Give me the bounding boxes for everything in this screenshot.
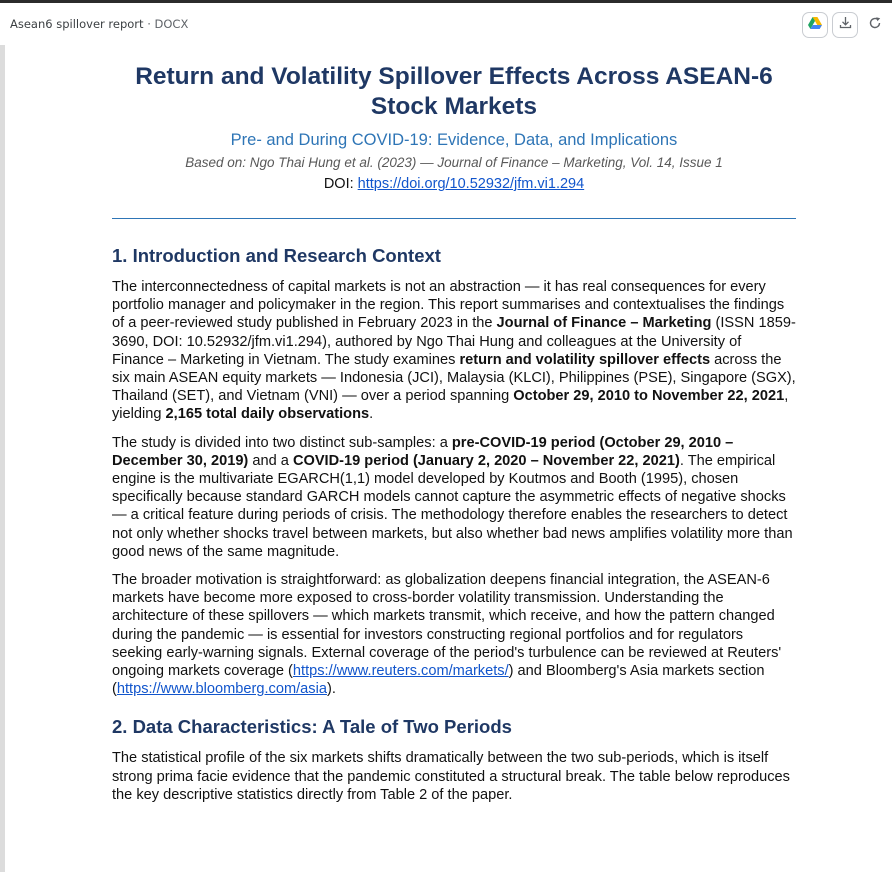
section-2-paragraph-1: The statistical profile of the six markets shifts dramatically between the two sub-periods, which is itself strong prima facie evidence that the pandemic constituted a structural break. The table below reproduces the key descriptive statistics directly from Table 2 of the paper. bbox=[112, 750, 790, 803]
refresh-button[interactable] bbox=[864, 14, 886, 36]
doi-label: DOI: bbox=[323, 176, 358, 192]
bloomberg-link[interactable]: https://www.bloomberg.com/asia bbox=[116, 681, 327, 698]
source-citation: Based on: Ngo Thai Hung et al. (2023) — Journal of Finance – Marketing, Vol. 14, Issue 1 bbox=[185, 155, 723, 170]
title-divider bbox=[112, 218, 796, 219]
document-page bbox=[112, 45, 796, 804]
download-icon bbox=[839, 16, 852, 34]
section-1-paragraph-2: The study is divided into two distinct sub-samples: a pre-COVID-19 period (October 29, 2010 – December 30, 2019) and a COVID-19 period (January 2, 2020 – November 22, 2021). The empirical engine is the multivariate EGARCH(1,1) model developed by Koutmos and Booth (1995), chosen specifically because standard GARCH models cannot capture the asymmetric effects of negative shocks — a critical feature during periods of crisis. The methodology therefore enables the researchers to detect not only whether shocks travel between markets, but also whether bad news amplifies volatility more than good news of the same magnitude. bbox=[112, 434, 793, 560]
document-title: Return and Volatility Spillover Effects Across ASEAN-6 Stock Markets bbox=[135, 63, 773, 120]
doi-line bbox=[112, 175, 796, 194]
download-button[interactable] bbox=[832, 12, 858, 38]
google-drive-icon bbox=[808, 16, 822, 34]
file-type: DOCX bbox=[154, 17, 189, 31]
scroll-edge bbox=[0, 45, 5, 872]
doi-link[interactable]: https://doi.org/10.52932/jfm.vi1.294 bbox=[357, 176, 585, 192]
section-1-paragraph-1: The interconnectedness of capital markets is not an abstraction — it has real consequences for every portfolio manager and policymaker in the region. This report summarises and contextualises the findings of a peer-reviewed study published in February 2023 in the Journal of Finance – Marketing (ISSN 1859-3690, DOI: 10.52932/jfm.vi1.294), authored by Ngo Thai Hung and colleagues at the University of Finance – Marketing in Vietnam. The study examines return and volatility spillover effects across the six main ASEAN equity markets — Indonesia (JCI), Malaysia (KLCI), Philippines (PSE), Singapore (SGX), Thailand (SET), and Vietnam (VNI) — over a period spanning October 29, 2010 to November 22, 2021, yielding 2,165 total daily observations. bbox=[112, 279, 796, 423]
file-name: Asean6 spillover report bbox=[10, 17, 144, 31]
section-1-paragraph-3: The broader motivation is straightforward: as globalization deepens financial integration, the ASEAN-6 markets have become more exposed to cross-border volatility transmission. Understanding the architecture of these spillovers — which markets transmit, which receive, and how the pattern changed during the pandemic — is essential for investors constructing regional portfolios and for regulators seeking early-warning signals. External coverage of the period's turbulence can be reviewed at Reuters' ongoing markets coverage (https://www.reuters.com/markets/) and Bloomberg's Asia markets section (https://www.bloomberg.com/asia). bbox=[112, 572, 782, 698]
viewer-toolbar bbox=[0, 3, 892, 45]
section-1-heading: 1. Introduction and Research Context bbox=[112, 245, 441, 266]
section-2-heading: 2. Data Characteristics: A Tale of Two Periods bbox=[112, 716, 512, 738]
file-separator: · bbox=[143, 17, 155, 31]
refresh-icon bbox=[868, 16, 882, 35]
document-subtitle: Pre- and During COVID-19: Evidence, Data, and Implications bbox=[230, 131, 678, 149]
reuters-link[interactable]: https://www.reuters.com/markets/ bbox=[292, 663, 509, 680]
open-in-drive-button[interactable] bbox=[802, 12, 828, 38]
file-name-label bbox=[10, 17, 188, 31]
